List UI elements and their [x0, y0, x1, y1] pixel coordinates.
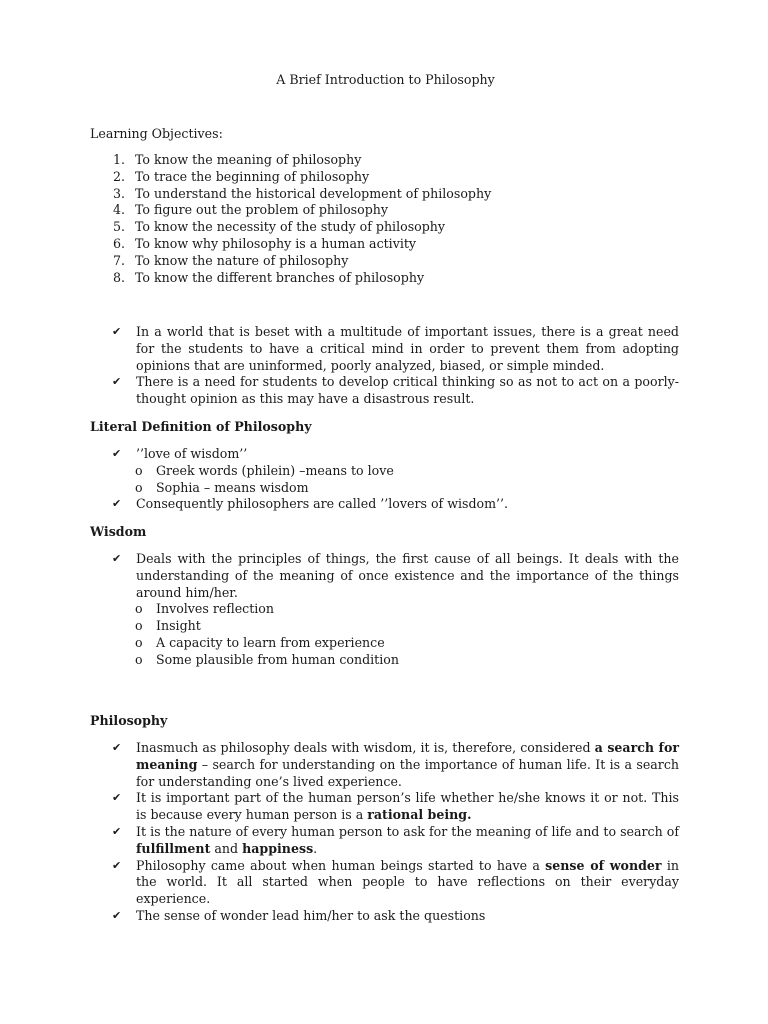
list-item: o A capacity to learn from experience [135, 634, 385, 650]
bullet-icon: o [135, 618, 143, 634]
list-item: ✔ There is a need for students to develop critical thinking so as not to act on a poorly-thought opinion as this may have a disastrous result. [112, 374, 679, 407]
list-item: ✔ In a world that is beset with a multitude of important issues, there is a great need for the students to have a critical mind in order to prevent them from adopting opinions that are uninformed, poorly analyzed, biased, or simple minded. [112, 324, 679, 373]
philosophy-heading: Philosophy [90, 713, 168, 728]
emphasis: rational being. [367, 807, 472, 823]
list-item: 4. To figure out the problem of philosophy [113, 202, 388, 218]
list-item: 1. To know the meaning of philosophy [113, 152, 362, 167]
list-item: 2. To trace the beginning of philosophy [113, 168, 370, 184]
bullet-icon: o [135, 601, 143, 617]
wisdom-heading: Wisdom [90, 524, 147, 539]
document-title: A Brief Introduction to Philosophy [276, 72, 495, 87]
check-icon: ✔ [112, 552, 122, 565]
check-icon: ✔ [112, 741, 122, 754]
bullet-icon: o [135, 479, 143, 495]
check-icon: ✔ [112, 824, 122, 838]
wisdom-sub-list [112, 601, 679, 668]
emphasis: a search for meaning [136, 740, 679, 772]
bullet-icon: o [135, 651, 143, 667]
list-item: o Insight [135, 618, 201, 634]
check-icon: ✔ [112, 325, 122, 338]
list-item: ✔ The sense of wonder lead him/her to ask the questions [112, 907, 486, 923]
list-item: o Greek words (philein) –means to love [135, 462, 394, 478]
bullet-icon: o [135, 634, 143, 650]
list-item: ✔ Deals with the principles of things, the first cause of all beings. It deals with the understanding of the meaning of once existence and the importance of the things around him/her. [112, 551, 679, 600]
list-item: ✔ ’’love of wisdom’’ [112, 446, 248, 461]
list-item: ✔ Consequently philosophers are called ’’lovers of wisdom’’. [112, 496, 509, 512]
list-item: ✔ It is important part of the human person’s life whether he/she knows it or not. This is because every human person is a rational being. [112, 790, 679, 823]
list-item: ✔ Philosophy came about when human beings started to have a sense of wonder in the world. It all started when people to have reflections on their everyday experience. [112, 857, 679, 907]
check-icon: ✔ [112, 791, 122, 805]
intro-points [112, 324, 679, 408]
list-item: o Sophia – means wisdom [135, 479, 309, 495]
literal-sub-list [112, 463, 679, 497]
literal-definition-heading: Literal Definition of Philosophy [90, 419, 312, 434]
emphasis: fulfillment [136, 840, 211, 856]
learning-objectives-label: Learning Objectives: [90, 126, 223, 141]
bullet-icon: o [135, 462, 143, 478]
philosophy-points [112, 740, 679, 925]
check-icon: ✔ [112, 908, 122, 922]
list-item: 8. To know the different branches of philosophy [113, 269, 425, 285]
objectives-list [90, 152, 491, 286]
list-item: o Some plausible from human condition [135, 651, 399, 667]
list-item: o Involves reflection [135, 601, 275, 617]
list-item: 5. To know the necessity of the study of philosophy [113, 219, 446, 235]
check-icon: ✔ [112, 375, 122, 389]
literal-points [112, 446, 679, 513]
list-item: 7. To know the nature of philosophy [113, 252, 349, 268]
list-item: ✔ It is the nature of every human person to ask for the meaning of life and to search of fulfillment and happiness. [112, 823, 679, 856]
check-icon: ✔ [112, 497, 122, 511]
list-item: ✔ Inasmuch as philosophy deals with wisdom, it is, therefore, considered a search for meaning – search for understanding on the importance of human life. It is a search for understanding one’s lived experience. [112, 740, 679, 789]
emphasis: happiness [242, 840, 314, 856]
list-item: 3. To understand the historical development of philosophy [113, 185, 492, 201]
check-icon: ✔ [112, 858, 122, 872]
wisdom-points [112, 551, 679, 669]
emphasis: sense of wonder [545, 857, 662, 873]
check-icon: ✔ [112, 447, 122, 460]
list-item: 6. To know why philosophy is a human activity [113, 235, 417, 251]
